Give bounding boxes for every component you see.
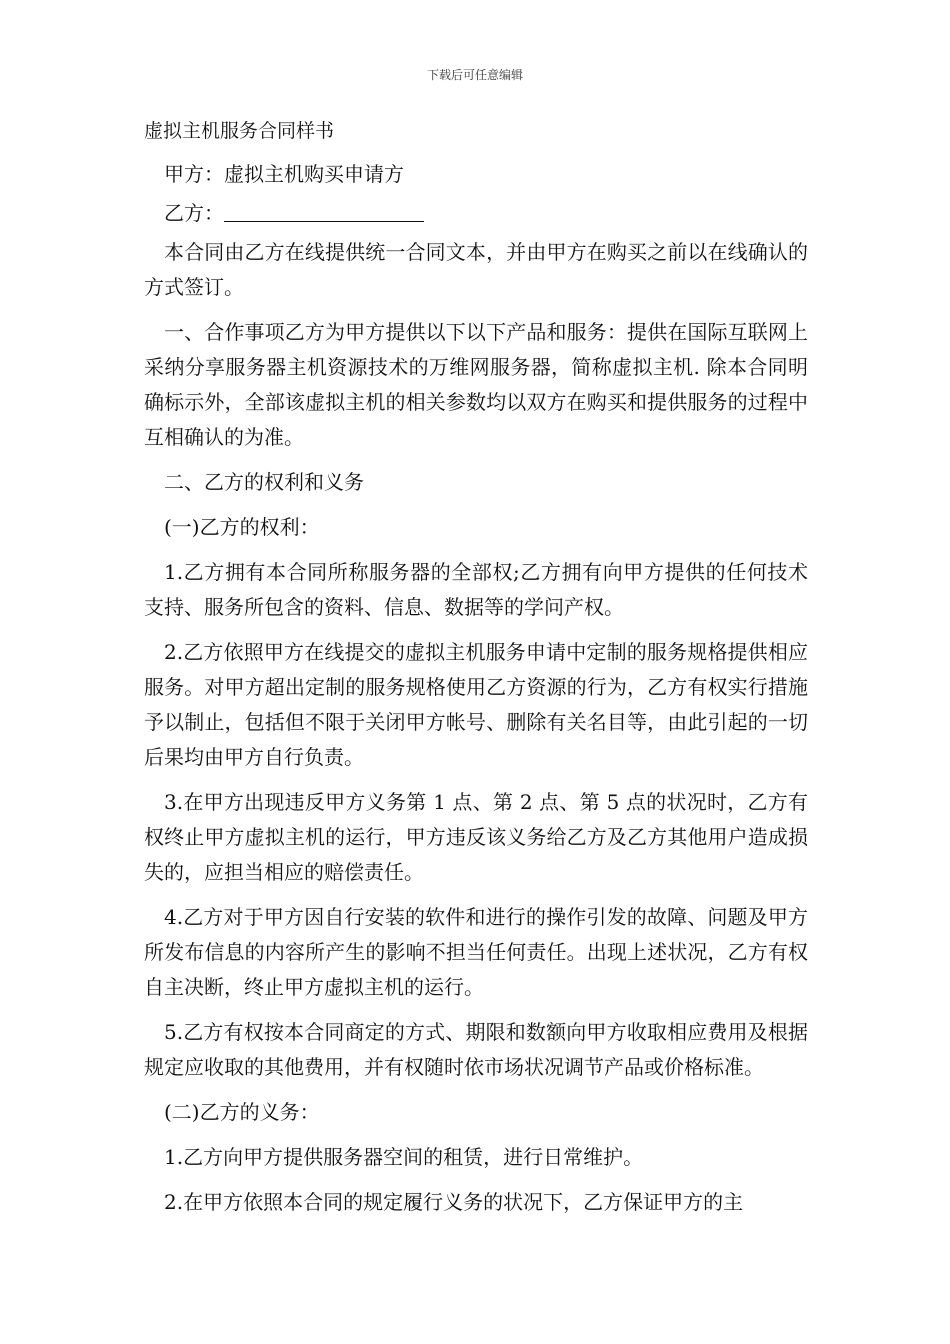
rights-item: 5.乙方有权按本合同商定的方式、期限和数额向甲方收取相应费用及根据规定应收取的其他费用，并有权随时依市场状况调节产品或价格标准。 — [144, 1020, 808, 1079]
party-b-blank — [224, 203, 424, 222]
rights-item: 4.乙方对于甲方因自行安装的软件和进行的操作引发的故障、问题及甲方所发布信息的内容所产生的影响不担当任何责任。出现上述状况，乙方有权自主决断，终止甲方虚拟主机的运行。 — [144, 905, 808, 999]
party-b-label: 乙方： — [164, 201, 224, 225]
rights-item: 3.在甲方出现违反甲方义务第 1 点、第 2 点、第 5 点的状况时，乙方有权终止甲方虚拟主机的运行，甲方违反该义务给乙方及乙方其他用户造成损失的，应担当相应的赔偿责任。 — [144, 790, 808, 884]
section-1-paragraph: 一、合作事项乙方为甲方提供以下以下产品和服务：提供在国际互联网上采纳分享服务器主机资源技术的万维网服务器，简称虚拟主机. 除本合同明确标示外，全部该虚拟主机的相关参数均以双方在购买和提供服务的过程中互相确认的为准。 — [144, 320, 808, 449]
intro-paragraph: 本合同由乙方在线提供统一合同文本，并由甲方在购买之前以在线确认的方式签订。 — [144, 240, 808, 299]
party-a-line: 甲方：虚拟主机购买申请方 — [164, 162, 404, 186]
duties-item: 1.乙方向甲方提供服务器空间的租赁，进行日常维护。 — [164, 1145, 644, 1169]
rights-item: 2.乙方依照甲方在线提交的虚拟主机服务申请中定制的服务规格提供相应服务。对甲方超出定制的服务规格使用乙方资源的行为，乙方有权实行措施予以制止，包括但不限于关闭甲方帐号、删除有关名目等，由此引起的一切后果均由甲方自行负责。 — [144, 640, 808, 769]
page-header-note: 下载后可任意编辑 — [426, 68, 523, 82]
rights-item: 1.乙方拥有本合同所称服务器的全部权;乙方拥有向甲方提供的任何技术支持、服务所包含的资料、信息、数据等的学问产权。 — [144, 560, 808, 619]
rights-subheading: (一)乙方的权利： — [164, 515, 320, 539]
duties-subheading: (二)乙方的义务： — [164, 1100, 320, 1124]
section-2-heading: 二、乙方的权利和义务 — [164, 470, 364, 494]
duties-item: 2.在甲方依照本合同的规定履行义务的状况下，乙方保证甲方的主 — [164, 1190, 744, 1214]
party-b-line — [144, 196, 808, 231]
document-title: 虚拟主机服务合同样书 — [144, 120, 335, 142]
document-body — [144, 118, 808, 1230]
